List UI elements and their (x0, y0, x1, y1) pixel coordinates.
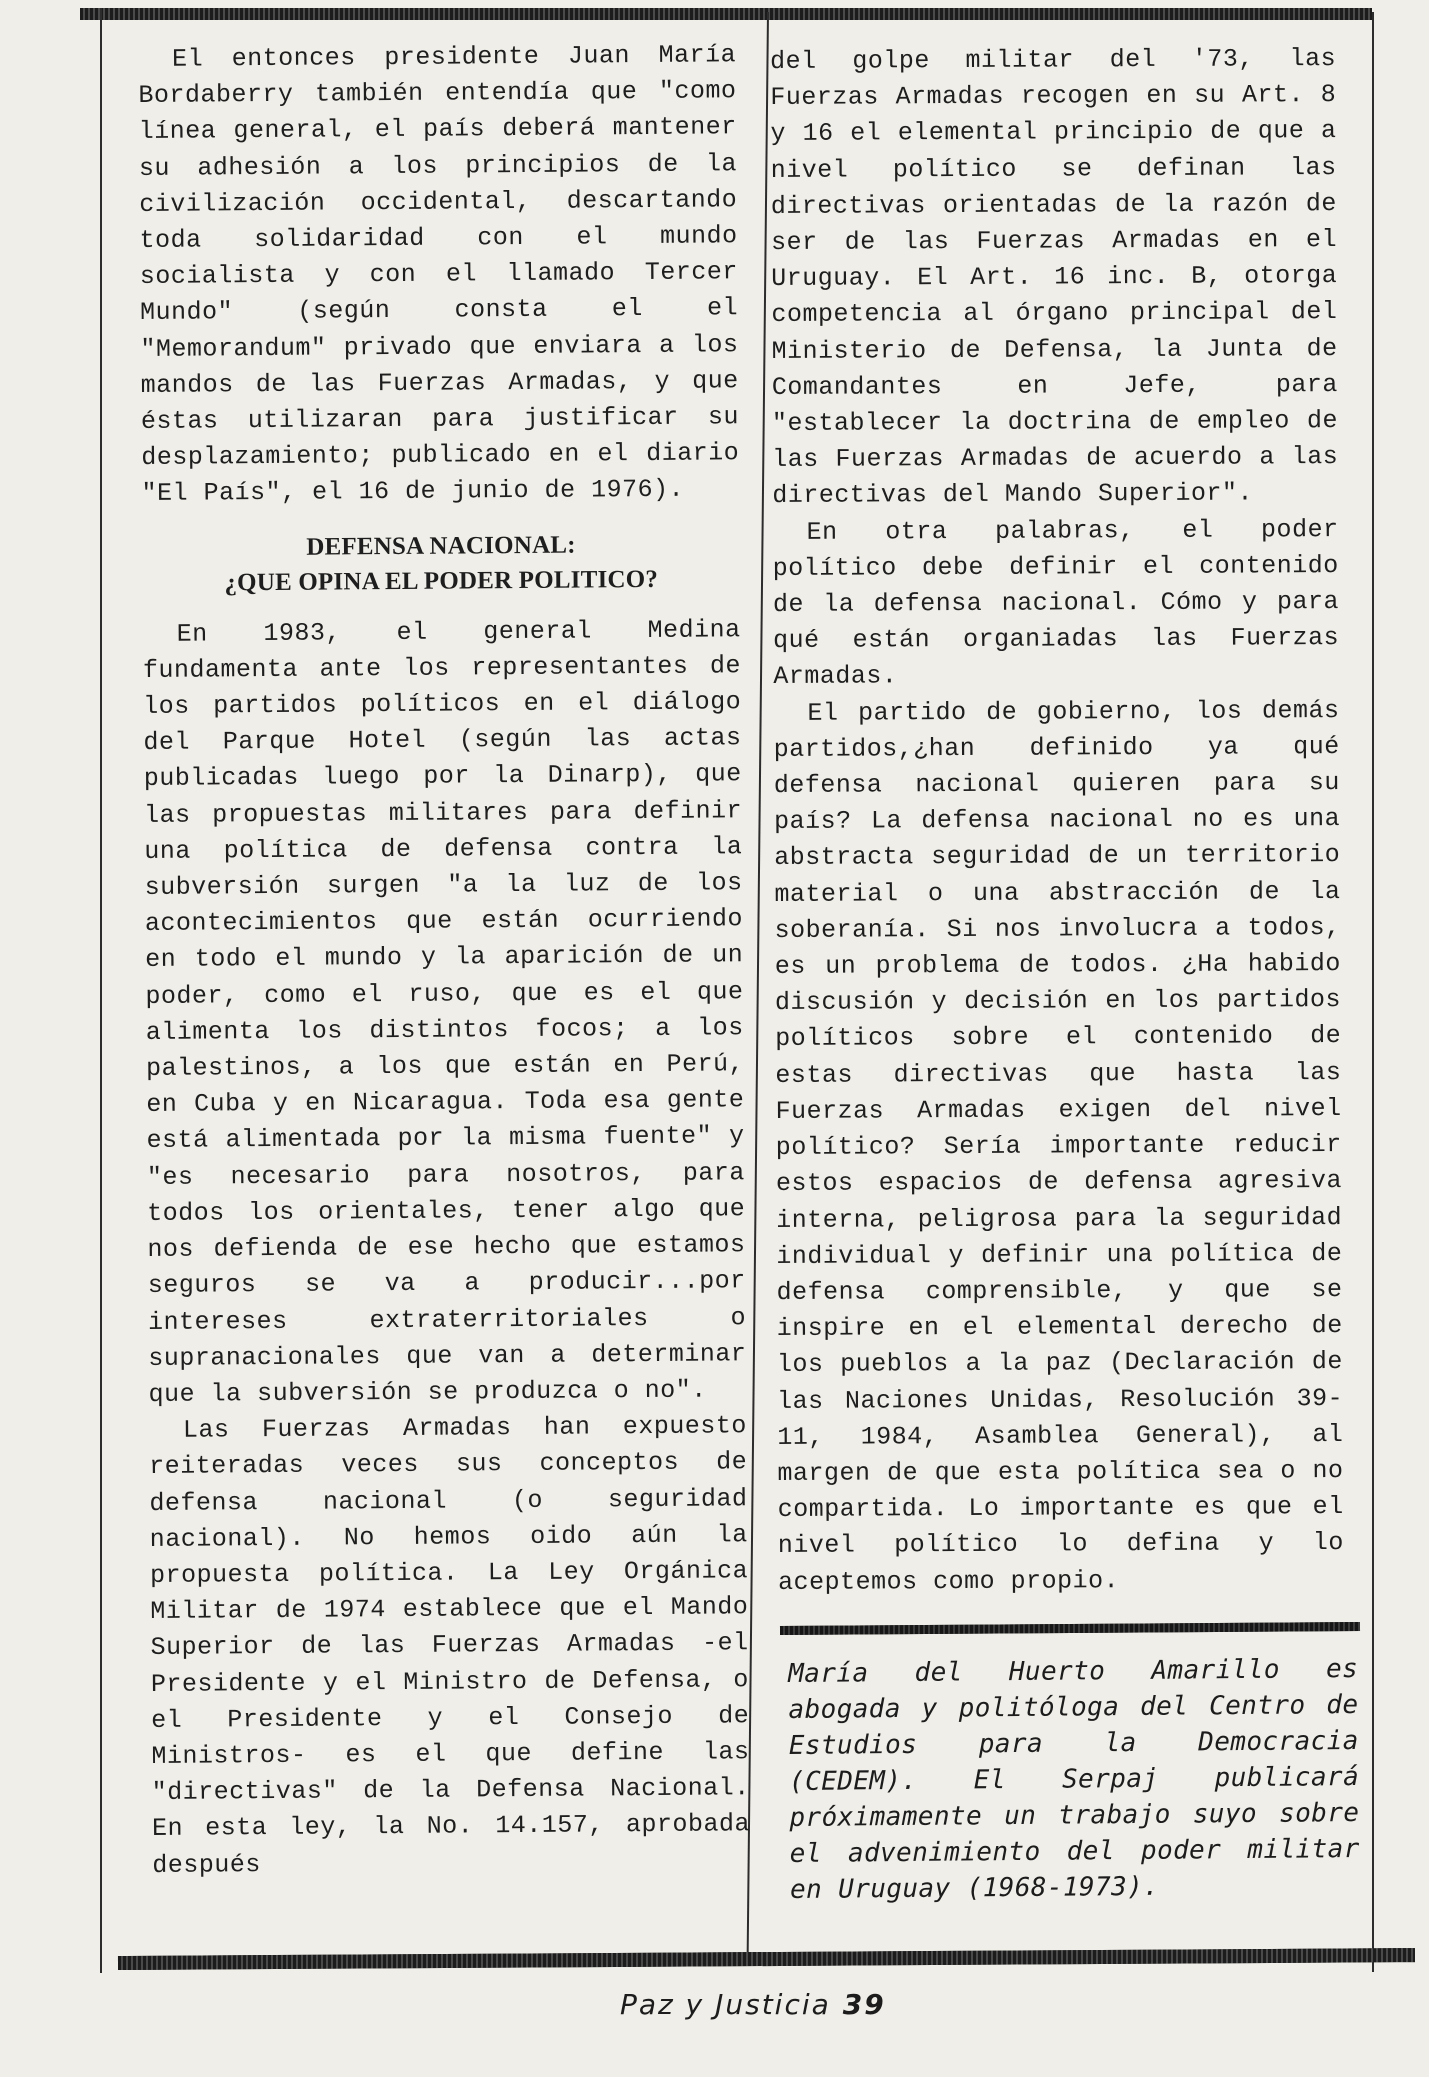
column-divider (747, 12, 769, 1962)
section-heading-line-2: ¿QUE OPINA EL PODER POLITICO? (224, 565, 659, 596)
bottom-rule (118, 1948, 1415, 1970)
left-paragraph-2: En 1983, el general Medina fundamenta ante los representantes de los partidos políticos en el diálogo del Parque Hotel (según las actas publicadas luego por la Dinarp), que las propuestas militares para definir una política de defensa contra la subversión surgen "a la luz de los acontecimientos que están ocurriendo en todo el mundo y la aparición de un poder, como el ruso, que es el que alimenta los distintos focos; a los palestinos, a los que están en Perú, en Cuba y en Nicaragua. Toda esa gente está alimentada por la misma fuente" y "es necesario para nosotros, para todos los orientales, tener algo que nos defienda de ese hecho que estamos seguros se va a producir...por intereses extraterritoriales o supranacionales que van a determinar que la subversión se produzca o no". (142, 614, 747, 1409)
page-footer (620, 1988, 886, 2021)
right-paragraph-2: En otra palabras, el poder político debe definir el contenido de la defensa nacional. Cómo y para qué están organiadas las Fuerzas Armadas. (772, 514, 1340, 692)
author-bio-rule (780, 1622, 1360, 1635)
left-border-line (100, 8, 102, 1973)
author-bio: María del Huerto Amarillo es abogada y politóloga del Centro de Estudios para la Democracia (CEDEM). El Serpaj publicará próximamente un trabajo suyo sobre el advenimiento del poder militar en Uruguay (1968-1973). (788, 1654, 1360, 1905)
left-paragraph-1: El entonces presidente Juan María Bordaberry también entendía que "como línea general, el país deberá mantener su adhesión a los principios de la civilización occidental, descartando toda solidaridad con el mundo socialista y con el llamado Tercer Mundo" (según consta el el "Memorandum" privado que enviara a los mandos de las Fuerzas Armadas, y que éstas utilizaran para justificar su desplazamiento; publicado en el diario "El País", el 16 de junio de 1976). (138, 40, 740, 509)
left-paragraph-3: Las Fuerzas Armadas han expuesto reiteradas veces sus conceptos de defensa nacional (o seguridad nacional). No hemos oido aún la propuesta política. La Ley Orgánica Militar de 1974 establece que el Mando Superior de las Fuerzas Armadas -el Presidente y el Ministro de Defensa, o el Presidente y el Consejo de Ministros- es el que define las "directivas" de la Defensa Nacional. En esta ley, la No. 14.157, aprobada después (149, 1411, 751, 1880)
section-heading (142, 526, 741, 601)
right-paragraph-3: El partido de gobierno, los demás partidos,¿han definido ya qué defensa nacional quieren para su país? La defensa nacional no es una abstracta seguridad de un territorio material o una abstracción de la soberanía. Si nos involucra a todos, es un problema de todos. ¿Ha habido discusión y decisión en los partidos políticos sobre el contenido de estas directivas que hasta las Fuerzas Armadas exigen del nivel político? Sería importante reducir estos espacios de defensa agresiva interna, peligrosa para la seguridad individual y definir una política de defensa comprensible, y que se inspire en el elemental derecho de los pueblos a la paz (Declaración de las Naciones Unidas, Resolución 39-11, 1984, Asamblea General), al margen de que esta política sea o no compartida. Lo importante es que el nivel político lo defina y lo aceptemos como propio. (773, 695, 1344, 1597)
top-rule (80, 8, 1372, 20)
publication-name: Paz y Justicia (620, 1988, 831, 2021)
page-number: 39 (842, 1988, 886, 2021)
section-heading-line-1: DEFENSA NACIONAL: (306, 531, 576, 561)
right-border-line (1372, 12, 1374, 1972)
right-paragraph-1: del golpe militar del '73, las Fuerzas Armadas recogen en su Art. 8 y 16 el elemental principio de que a nivel político se definan las directivas orientadas de la razón de ser de las Fuerzas Armadas en el Uruguay. El Art. 16 inc. B, otorga competencia al órgano principal del Ministerio de Defensa, la Junta de Comandantes en Jefe, para "establecer la doctrina de empleo de las Fuerzas Armadas de acuerdo a las directivas del Mando Superior". (770, 44, 1339, 511)
left-column (138, 37, 750, 1883)
right-column (770, 41, 1344, 1601)
